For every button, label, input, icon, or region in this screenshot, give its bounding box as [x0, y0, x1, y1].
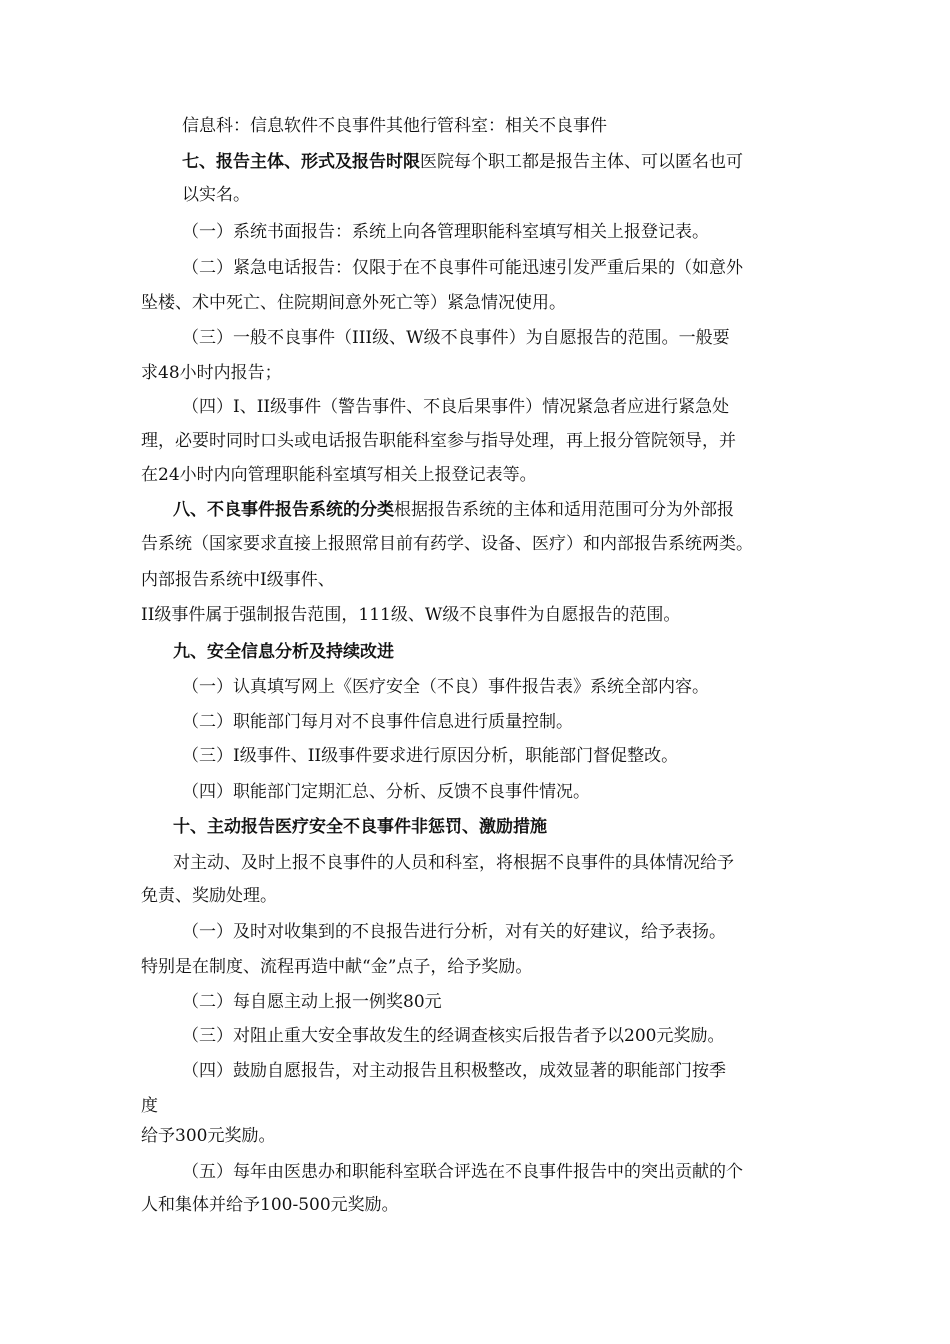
- text-line: （三）对阻止重大安全事故发生的经调查核实后报告者予以200元奖励。: [182, 1026, 725, 1046]
- text-line: （二）紧急电话报告：仅限于在不良事件可能迅速引发严重后果的（如意外: [182, 258, 743, 278]
- text-line: （三）一般不良事件（III级、W级不良事件）为自愿报告的范围。一般要: [182, 328, 730, 348]
- text-line: （四）职能部门定期汇总、分析、反馈不良事件情况。: [182, 782, 590, 802]
- text-line: 免责、奖励处理。: [141, 886, 277, 906]
- text-line: （一）系统书面报告：系统上向各管理职能科室填写相关上报登记表。: [182, 222, 709, 242]
- text-line: （二）每自愿主动上报一例奖80元: [182, 992, 442, 1012]
- text-line: 人和集体并给予100-500元奖励。: [141, 1195, 399, 1215]
- section-heading: 八、不良事件报告系统的分类: [173, 500, 394, 520]
- text-line: （二）职能部门每月对不良事件信息进行质量控制。: [182, 712, 573, 732]
- text-line: （四）I、II级事件（警告事件、不良后果事件）情况紧急者应进行紧急处: [182, 397, 730, 417]
- text-line: 对主动、及时上报不良事件的人员和科室，将根据不良事件的具体情况给予: [173, 853, 734, 873]
- text-line: 度: [141, 1096, 158, 1116]
- text-line: 在24小时内向管理职能科室填写相关上报登记表等。: [141, 465, 537, 485]
- text-line: （一）认真填写网上《医疗安全（不良）事件报告表》系统全部内容。: [182, 677, 709, 697]
- text-line: （三）I级事件、II级事件要求进行原因分析，职能部门督促整改。: [182, 746, 679, 766]
- text-line: 以实名。: [182, 185, 250, 205]
- text-line: 理，必要时同时口头或电话报告职能科室参与指导处理，再上报分管院领导，并: [141, 431, 736, 451]
- text-line: 给予300元奖励。: [141, 1126, 276, 1146]
- text-line: 特别是在制度、流程再造中献“金”点子，给予奖励。: [141, 957, 533, 977]
- text-line: 内部报告系统中I级事件、: [141, 570, 335, 590]
- text-line: II级事件属于强制报告范围，111级、W级不良事件为自愿报告的范围。: [141, 605, 681, 625]
- section-heading-line: 七、报告主体、形式及报告时限医院每个职工都是报告主体、可以匿名也可: [182, 152, 743, 172]
- section-heading-line: 八、不良事件报告系统的分类根据报告系统的主体和适用范围可分为外部报: [173, 500, 734, 520]
- text-line: 求48小时内报告；: [141, 363, 282, 383]
- text-line: 坠楼、术中死亡、住院期间意外死亡等）紧急情况使用。: [141, 293, 566, 313]
- section-heading: 十、主动报告医疗安全不良事件非惩罚、激励措施: [173, 817, 547, 837]
- text-line: 信息科：信息软件不良事件其他行管科室：相关不良事件: [182, 116, 607, 136]
- section-heading-line: [173, 640, 394, 664]
- text-line: （五）每年由医患办和职能科室联合评选在不良事件报告中的突出贡献的个: [182, 1162, 743, 1182]
- text-line: （一）及时对收集到的不良报告进行分析，对有关的好建议，给予表扬。: [182, 922, 726, 942]
- section-heading: 七、报告主体、形式及报告时限: [182, 152, 420, 172]
- text-line: （四）鼓励自愿报告，对主动报告且积极整改，成效显著的职能部门按季: [182, 1061, 726, 1081]
- text-line: 告系统（国家要求直接上报照常目前有药学、设备、医疗）和内部报告系统两类。: [141, 534, 753, 554]
- section-heading: 九、安全信息分析及持续改进: [173, 642, 394, 662]
- section-heading-line: [173, 815, 547, 839]
